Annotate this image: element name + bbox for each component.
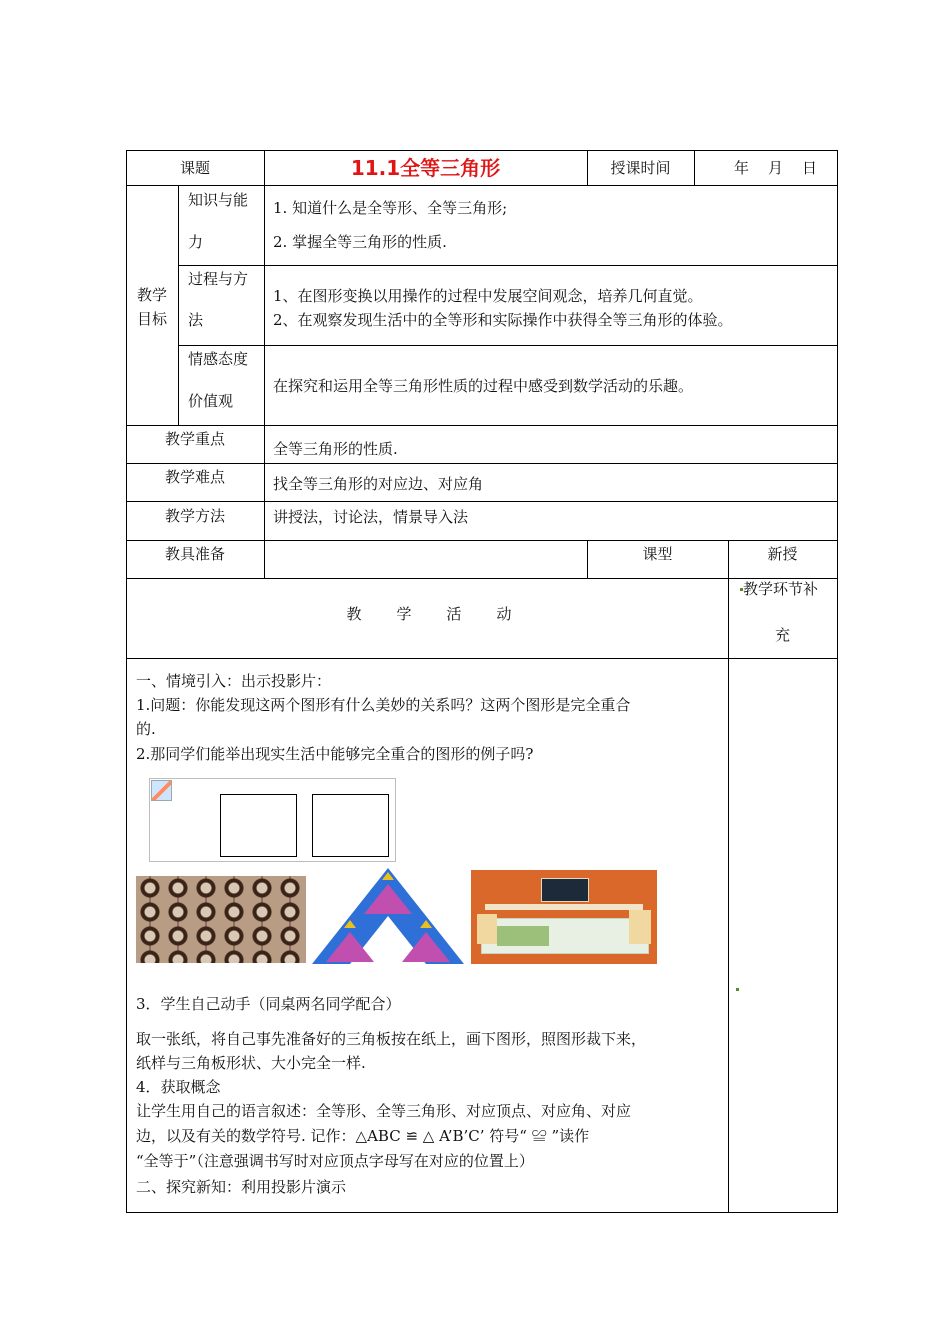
- goal-left: [477, 914, 497, 944]
- method-label: 教学方法: [164, 507, 225, 525]
- topic-label: 课题: [179, 159, 210, 177]
- stand-bar: [485, 904, 643, 910]
- type-label: 课型: [642, 545, 673, 563]
- activity-char-1: 教: [346, 605, 362, 623]
- rule-v-694-top: [694, 150, 695, 186]
- process-item-2: 2、在观察发现生活中的全等形和实际操作中获得全等三角形的体验。: [273, 311, 733, 329]
- knowledge-label-line2: 力: [188, 233, 204, 251]
- process-item-1: 1、在图形变换以用操作的过程中发展空间观念，培养几何直觉。: [273, 287, 703, 305]
- rule-h-186: [126, 185, 838, 186]
- figure-triangle-pattern: [308, 866, 468, 966]
- step-4-heading: 4．获取概念: [136, 1078, 221, 1096]
- emotion-label-line2: 价值观: [188, 392, 234, 410]
- date-day: 日: [802, 159, 818, 177]
- explore-heading: 二、探究新知：利用投影片演示: [136, 1178, 347, 1196]
- intro-heading: 一、情境引入：出示投影片：: [136, 672, 332, 690]
- photo-hexagon-pattern: [136, 876, 306, 963]
- process-label-line2: 法: [188, 311, 204, 329]
- rule-v-728: [728, 540, 729, 1213]
- rectangle-left: [220, 794, 297, 857]
- knowledge-label-line1: 知识与能: [188, 191, 249, 209]
- method-value: 讲授法，讨论法，情景导入法: [273, 508, 469, 526]
- rule-v-178: [178, 185, 179, 426]
- activity-char-3: 活: [446, 605, 462, 623]
- date-year: 年: [734, 159, 750, 177]
- date-month: 月: [768, 159, 784, 177]
- emotion-label-line1: 情感态度: [188, 350, 249, 368]
- table-border-right: [837, 150, 838, 1213]
- rectangle-right: [312, 794, 389, 857]
- margin-dot: [736, 988, 739, 991]
- step-3-text-1: 取一张纸，将自己事先准备好的三角板按在纸上，画下图形，照图形裁下来，: [136, 1030, 647, 1048]
- step-4-text-2: 边，以及有关的数学符号. 记作：△ABC ≌ △ A’B’C’ 符号“ ≌ ”读作: [136, 1127, 590, 1145]
- key-value: 全等三角形的性质.: [273, 440, 398, 458]
- activity-char-2: 学: [396, 605, 412, 623]
- objectives-label-line2: 目标: [136, 310, 167, 328]
- activity-heading: [329, 603, 529, 625]
- rule-h-266: [178, 265, 838, 266]
- supplement-label-line1: 教学环节补: [743, 580, 819, 598]
- knowledge-item-1: 1. 知道什么是全等形、全等三角形;: [273, 199, 508, 217]
- knowledge-item-2: 2. 掌握全等三角形的性质.: [273, 233, 447, 251]
- difficulty-label: 教学难点: [164, 468, 225, 486]
- figure-two-rectangles: [149, 778, 396, 862]
- key-label: 教学重点: [164, 430, 225, 448]
- process-label-line1: 过程与方: [188, 270, 249, 288]
- intro-question-2: 2.那同学们能举出现实生活中能够完全重合的图形的例子吗?: [136, 745, 534, 763]
- rule-h-346: [178, 345, 838, 346]
- rule-h-426: [126, 425, 838, 426]
- scoreboard: [541, 878, 589, 902]
- photo-stadium-model: [471, 870, 657, 964]
- step-3-heading: 3．学生自己动手（同桌两名同学配合）: [136, 995, 401, 1013]
- rule-h-659: [126, 658, 838, 659]
- supplement-label-line2: 充: [775, 626, 791, 644]
- rule-h-502: [126, 501, 838, 502]
- rule-h-464: [126, 463, 838, 464]
- rule-h-579: [126, 578, 838, 579]
- objectives-label-line1: 教学: [136, 286, 167, 304]
- emotion-item-1: 在探究和运用全等三角形性质的过程中感受到数学活动的乐趣。: [273, 377, 694, 395]
- lesson-title: 11.1全等三角形: [350, 156, 501, 180]
- step-4-text-3: “全等于”（注意强调书写时对应顶点字母写在对应的位置上）: [136, 1152, 534, 1170]
- step-4-text-1: 让学生用自己的语言叙述：全等形、全等三角形、对应顶点、对应角、对应: [136, 1102, 632, 1120]
- tools-label: 教具准备: [164, 545, 225, 563]
- time-label: 授课时间: [610, 159, 671, 177]
- type-value: 新授: [767, 545, 798, 563]
- step-3-text-2: 纸样与三角板形状、大小完全一样.: [136, 1054, 366, 1072]
- difficulty-value: 找全等三角形的对应边、对应角: [273, 475, 484, 493]
- intro-question-cont: 的.: [136, 720, 156, 738]
- rule-h-541: [126, 540, 838, 541]
- table-border-top: [126, 150, 838, 151]
- table-border-bottom: [126, 1212, 838, 1213]
- goal-right: [629, 910, 651, 944]
- field-green: [497, 926, 549, 946]
- rule-v-264-mid: [264, 185, 265, 579]
- activity-char-4: 动: [496, 605, 512, 623]
- supplement-dot: [740, 588, 743, 591]
- broken-image-icon: [151, 780, 172, 801]
- intro-question: 1.问题：你能发现这两个图形有什么美妙的关系吗？这两个图形是完全重合: [136, 696, 631, 714]
